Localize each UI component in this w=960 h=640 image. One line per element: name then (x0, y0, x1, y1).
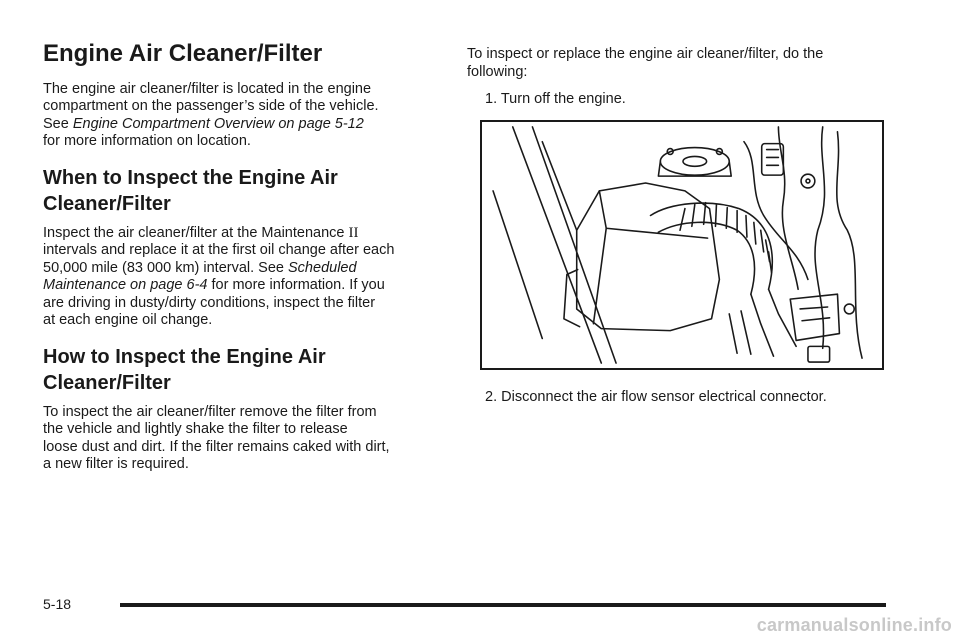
scheduled-maintenance-reference-part-1[interactable]: Scheduled (288, 259, 357, 276)
intro-line-1: To inspect or replace the engine air cleaner/filter, do the (467, 46, 824, 62)
section-title-engine-air-cleaner: Engine Air Cleaner/Filter (43, 40, 323, 67)
how-paragraph (43, 404, 443, 474)
how-line-2: the vehicle and lightly shake the filter to release (43, 421, 348, 438)
location-line-2: compartment on the passenger’s side of the vehicle. (43, 98, 379, 115)
when-paragraph (43, 225, 443, 330)
engine-compartment-reference-link[interactable]: Engine Compartment Overview on page 5-12 (72, 115, 364, 132)
see-prefix: See (43, 115, 73, 132)
left-column (43, 40, 443, 474)
when-line-3: 50,000 mile (83 000 km) interval. See (43, 259, 289, 276)
how-title-line-1: How to Inspect the Engine Air (43, 345, 326, 368)
how-line-3: loose dust and dirt. If the filter remains caked with dirt, (43, 438, 390, 455)
watermark-text: carmanualsonline.info (756, 615, 952, 635)
step-1-turn-off-engine: 1. Turn off the engine. (485, 91, 626, 107)
right-column (467, 46, 887, 109)
section-title-when-to-inspect (43, 165, 443, 217)
when-title-line-1: When to Inspect the Engine Air (43, 166, 338, 189)
how-line-4: a new filter is required. (43, 456, 189, 473)
when-line-2: intervals and replace it at the first oil change after each (43, 242, 395, 259)
scheduled-maintenance-reference-part-2[interactable]: Maintenance on page 6-4 (43, 277, 208, 294)
location-line-1: The engine air cleaner/filter is located in the engine (43, 80, 372, 97)
when-line-6: at each engine oil change. (43, 312, 213, 329)
location-paragraph (43, 81, 443, 151)
how-title-line-2: Cleaner/Filter (43, 371, 171, 394)
procedure-intro (467, 46, 887, 81)
engine-air-cleaner-illustration (480, 120, 884, 370)
when-title-line-2: Cleaner/Filter (43, 192, 171, 215)
when-line-4: for more information. If you (207, 277, 385, 294)
when-line-1: Inspect the air cleaner/filter at the Maintenance (43, 224, 349, 241)
page-number: 5-18 (43, 596, 72, 612)
footer-rule (120, 603, 886, 607)
intro-line-2: following: (467, 63, 528, 80)
how-line-1: To inspect the air cleaner/filter remove the filter from (43, 403, 377, 420)
engine-compartment-line-drawing (482, 122, 882, 368)
section-title-how-to-inspect (43, 344, 443, 396)
maintenance-ii-mark: II (348, 224, 359, 241)
location-line-4: for more information on location. (43, 133, 251, 150)
when-line-5: are driving in dusty/dirty conditions, inspect the filter (43, 294, 376, 311)
step-2-disconnect-airflow-sensor: 2. Disconnect the air flow sensor electrical connector. (485, 389, 827, 405)
